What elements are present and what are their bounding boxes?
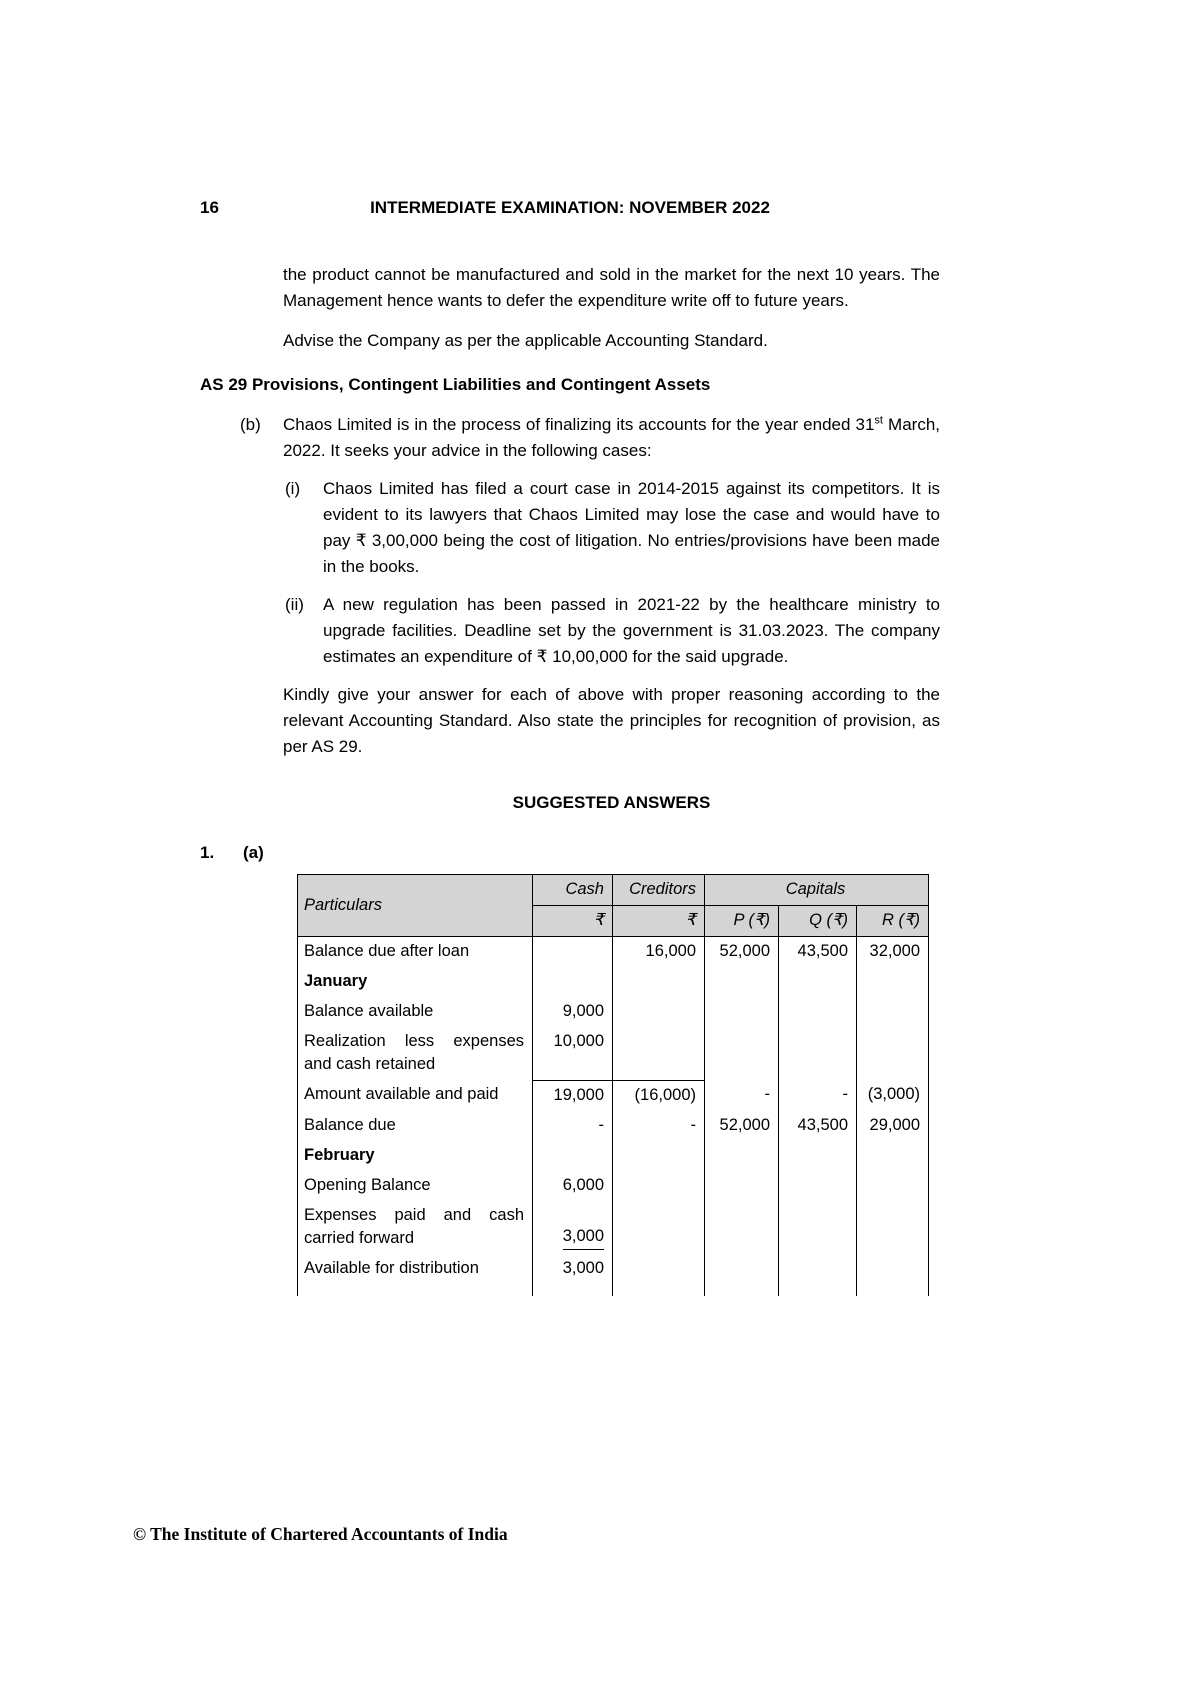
table-row <box>298 1111 929 1141</box>
item-ii <box>285 592 940 670</box>
cell-value: 6,000 <box>562 1175 604 1194</box>
cell-creditors <box>613 967 705 997</box>
table-row <box>298 937 929 968</box>
answer-table <box>297 874 929 1296</box>
cell-value: 43,500 <box>797 942 848 960</box>
item-b-label: (b) <box>240 415 261 434</box>
page-header-title: INTERMEDIATE EXAMINATION: NOVEMBER 2022 <box>370 198 770 217</box>
cell-creditors <box>613 937 705 968</box>
item-b-superscript: st <box>874 414 883 427</box>
cell-value: (3,000) <box>867 1085 920 1103</box>
page-content <box>200 262 940 1296</box>
row-label: February <box>298 1141 533 1171</box>
cell-value: 9,000 <box>562 1002 604 1020</box>
row-label: Balance due after loan <box>298 937 533 968</box>
cell-p <box>705 1027 779 1080</box>
table-header-row-1 <box>298 875 929 906</box>
cell-r <box>857 967 929 997</box>
col-subheader-r: R (₹) <box>857 906 929 937</box>
cell-value: 29,000 <box>869 1115 920 1134</box>
cell-creditors <box>613 1111 705 1141</box>
cell-value: 32,000 <box>869 942 920 960</box>
cell-value: 10,000 <box>553 1032 604 1050</box>
answer-table-body <box>298 937 929 1296</box>
col-subheader-cash-rupee: ₹ <box>533 906 613 937</box>
row-label: Balance available <box>298 997 533 1027</box>
cell-q <box>779 937 857 968</box>
cell-cash <box>533 1171 613 1201</box>
cell-cash <box>533 997 613 1027</box>
cell-q <box>779 997 857 1027</box>
cell-p <box>705 1254 779 1296</box>
cell-value: - <box>764 1085 770 1103</box>
table-row <box>298 1080 929 1111</box>
cell-cash <box>533 1201 613 1254</box>
cell-value: (16,000) <box>634 1085 696 1104</box>
paragraph-kindly: Kindly give your answer for each of above with proper reasoning according to the relevant Accounting Standard. Also state the principles for recognition of provision, as per AS 29. <box>283 685 940 756</box>
table-row <box>298 997 929 1027</box>
cell-r <box>857 1111 929 1141</box>
cell-creditors <box>613 1027 705 1080</box>
answer-number-line <box>200 840 940 866</box>
col-header-particulars: Particulars <box>298 875 533 937</box>
cell-cash <box>533 937 613 968</box>
cell-creditors <box>613 1254 705 1296</box>
table-row <box>298 1141 929 1171</box>
cell-q <box>779 1141 857 1171</box>
table-row <box>298 967 929 997</box>
cell-p <box>705 1080 779 1111</box>
row-label: Opening Balance <box>298 1171 533 1201</box>
cell-p <box>705 997 779 1027</box>
cell-value: 3,000 <box>562 1258 604 1277</box>
cell-cash <box>533 967 613 997</box>
cell-p <box>705 1201 779 1254</box>
table-row <box>298 1201 929 1254</box>
col-header-creditors: Creditors <box>613 875 705 906</box>
cell-r <box>857 1080 929 1111</box>
cell-cash <box>533 1141 613 1171</box>
cell-p <box>705 1141 779 1171</box>
cell-p <box>705 967 779 997</box>
cell-r <box>857 1254 929 1296</box>
table-row <box>298 1027 929 1080</box>
suggested-answers-heading: SUGGESTED ANSWERS <box>512 793 711 812</box>
answer-number: 1. <box>200 843 215 862</box>
cell-q <box>779 1201 857 1254</box>
page-footer: © The Institute of Chartered Accountants of India <box>133 1524 508 1544</box>
cell-creditors <box>613 997 705 1027</box>
item-b <box>240 412 940 464</box>
cell-cash <box>533 1080 613 1111</box>
col-subheader-q: Q (₹) <box>779 906 857 937</box>
row-label: Expenses paid and cash carried forward <box>298 1201 533 1254</box>
cell-r <box>857 937 929 968</box>
row-label: Available for distribution <box>298 1254 533 1296</box>
page-header <box>200 198 940 218</box>
cell-q <box>779 1080 857 1111</box>
cell-value: 19,000 <box>553 1085 604 1104</box>
row-label: January <box>298 967 533 997</box>
cell-cash <box>533 1111 613 1141</box>
item-b-text <box>283 412 940 464</box>
paragraph-advise: Advise the Company as per the applicable Accounting Standard. <box>283 331 768 350</box>
cell-value: - <box>842 1085 848 1103</box>
item-b-text-part2: March, 2022. It seeks your advice in the following cases: <box>283 415 940 460</box>
row-label: Realization less expenses and cash retained <box>298 1027 533 1080</box>
col-subheader-p: P (₹) <box>705 906 779 937</box>
cell-q <box>779 1111 857 1141</box>
cell-creditors <box>613 1171 705 1201</box>
cell-r <box>857 1201 929 1254</box>
answer-table-header <box>298 875 929 937</box>
item-ii-label: (ii) <box>285 595 304 614</box>
cell-q <box>779 1171 857 1201</box>
answer-part-label: (a) <box>243 843 264 862</box>
heading-as29: AS 29 Provisions, Contingent Liabilities and Contingent Assets <box>200 375 711 394</box>
cell-cash <box>533 1254 613 1296</box>
cell-r <box>857 997 929 1027</box>
table-row <box>298 1171 929 1201</box>
cell-cash <box>533 1027 613 1080</box>
cell-creditors <box>613 1201 705 1254</box>
cell-value: - <box>690 1115 696 1134</box>
item-b-text-part1: Chaos Limited is in the process of finalizing its accounts for the year ended 31 <box>283 415 875 434</box>
cell-creditors <box>613 1141 705 1171</box>
col-header-capitals: Capitals <box>705 875 929 906</box>
table-row <box>298 1254 929 1296</box>
item-ii-text: A new regulation has been passed in 2021-22 by the healthcare ministry to upgrade facilities. Deadline set by the government is 31.03.2023. The company estimates an expenditure of ₹ 10,00,000 for the said upgrade. <box>323 595 940 666</box>
cell-r <box>857 1027 929 1080</box>
cell-r <box>857 1141 929 1171</box>
cell-value: - <box>598 1115 604 1134</box>
cell-q <box>779 967 857 997</box>
cell-creditors <box>613 1080 705 1111</box>
page-number: 16 <box>200 198 219 217</box>
cell-q <box>779 1027 857 1080</box>
cell-r <box>857 1171 929 1201</box>
item-i <box>285 476 940 580</box>
row-label: Amount available and paid <box>298 1080 533 1111</box>
cell-value: 43,500 <box>797 1115 848 1134</box>
paragraph-product: the product cannot be manufactured and sold in the market for the next 10 years. The Management hence wants to defer the expenditure write off to future years. <box>283 265 940 310</box>
cell-value: 52,000 <box>719 1115 770 1134</box>
row-label: Balance due <box>298 1111 533 1141</box>
cell-p <box>705 1171 779 1201</box>
col-subheader-creditors-rupee: ₹ <box>613 906 705 937</box>
cell-value: 3,000 <box>563 1225 604 1250</box>
item-i-text: Chaos Limited has filed a court case in 2014-2015 against its competitors. It is evident to its lawyers that Chaos Limited may lose the case and would have to pay ₹ 3,00,000 being the cost of litigation. No entries/provisions have been made in the books. <box>323 479 940 576</box>
cell-q <box>779 1254 857 1296</box>
cell-p <box>705 1111 779 1141</box>
item-i-label: (i) <box>285 479 301 498</box>
cell-value: 16,000 <box>645 942 696 960</box>
cell-value: 52,000 <box>719 942 770 960</box>
cell-p <box>705 937 779 968</box>
col-header-cash: Cash <box>533 875 613 906</box>
